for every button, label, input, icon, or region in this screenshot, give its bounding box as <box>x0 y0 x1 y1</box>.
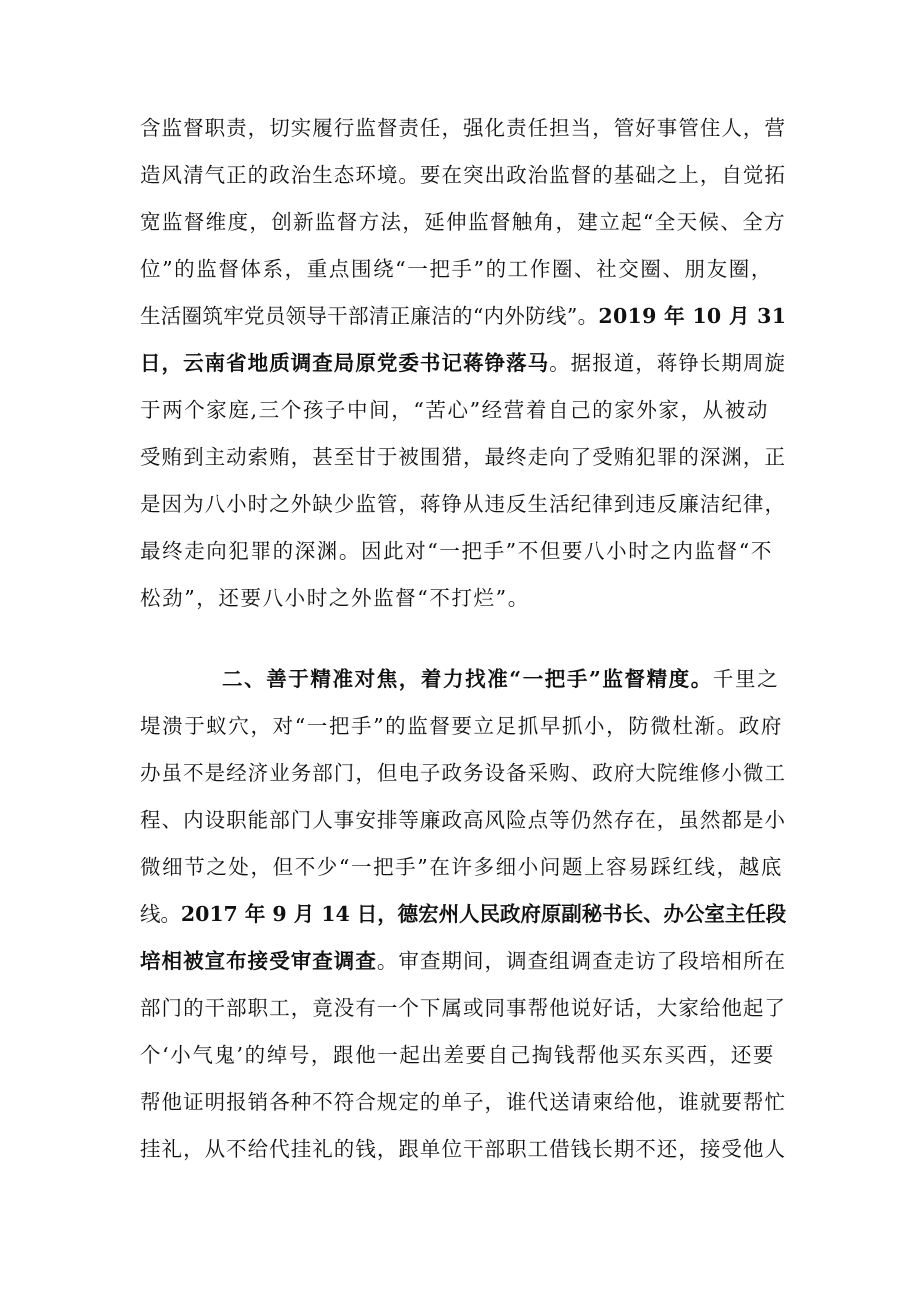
bold-text: 二、善于精准对焦，着力找准“一把手”监督精度。 <box>222 667 713 691</box>
body-text: 微细节之处，但不少“一把手”在许多细小问题上容易踩红线，越底 <box>140 855 783 879</box>
text-line <box>222 661 786 697</box>
body-text: 受贿到主动索贿，甚至甘于被围猎，最终走向了受贿犯罪的深渊，正 <box>140 445 786 469</box>
body-text: 个‘小气鬼’的绰号，跟他一起出差要自己掏钱帮他买东买西，还要 <box>140 1043 776 1067</box>
text-line <box>140 943 786 979</box>
text-line <box>140 486 786 522</box>
body-text: 是因为八小时之外缺少监管，蒋铮从违反生活纪律到违反廉洁纪律， <box>140 492 786 516</box>
body-text: 千里之 <box>712 667 780 691</box>
text-line <box>140 345 786 381</box>
body-text: 位”的监督体系，重点围绕“一把手”的工作圈、社交圈、朋友圈， <box>140 257 773 281</box>
body-text: 生活圈筑牢党员领导干部清正廉洁的“内外防线”。 <box>140 304 599 328</box>
text-line <box>140 1037 786 1073</box>
text-line <box>140 990 786 1026</box>
body-text: 部门的干部职工，竟没有一个下属或同事帮他说好话，大家给他起了 <box>140 996 786 1020</box>
text-line <box>140 1131 786 1167</box>
text-line <box>140 533 786 569</box>
text-line <box>140 755 786 791</box>
text-line <box>140 849 786 885</box>
text-line <box>140 392 786 428</box>
body-text: 于两个家庭,三个孩子中间，“苦心”经营着自己的家外家，从被动 <box>140 398 769 422</box>
text-line <box>140 251 786 287</box>
bold-text: 2017 年 9 月 14 日，德宏州人民政府原副秘书长、办公室主任段 <box>180 902 786 926</box>
text-line <box>140 204 786 240</box>
body-text: 堤溃于蚁穴，对“一把手”的监督要立足抓早抓小，防微杜渐。政府 <box>140 714 783 738</box>
body-text: 线。 <box>140 902 181 926</box>
body-text: 。审查期间，调查组调查走访了段培相所在 <box>376 949 786 973</box>
body-text: 松劲”，还要八小时之外监督“不打烂”。 <box>140 586 530 610</box>
bold-text: 培相被宣布接受审查调查 <box>140 949 377 973</box>
bold-text: 2019 年 10 月 31 <box>598 304 786 328</box>
text-line <box>140 1084 786 1120</box>
body-text: 。据报道，蒋铮长期周旋 <box>549 351 786 375</box>
body-text: 含监督职责，切实履行监督责任，强化责任担当，管好事管住人，营 <box>140 116 786 140</box>
body-text: 办虽不是经济业务部门，但电子政务设备采购、政府大院维修小微工 <box>140 761 786 785</box>
text-line <box>140 708 786 744</box>
body-text: 程、内设职能部门人事安排等廉政高风险点等仍然存在，虽然都是小 <box>140 808 786 832</box>
body-text: 造风清气正的政治生态环境。要在突出政治监督的基础之上，自觉拓 <box>140 163 786 187</box>
text-line <box>140 802 786 838</box>
text-line <box>140 157 786 193</box>
body-text: 帮他证明报销各种不符合规定的单子，谁代送请柬给他，谁就要帮忙 <box>140 1090 786 1114</box>
text-line <box>140 110 786 146</box>
text-line <box>140 298 786 334</box>
text-line <box>140 439 786 475</box>
text-line <box>140 896 786 932</box>
text-line <box>140 580 786 616</box>
bold-text: 日，云南省地质调查局原党委书记蒋铮落马 <box>140 351 550 375</box>
body-text: 宽监督维度，创新监督方法，延伸监督触角，建立起“全天候、全方 <box>140 210 786 234</box>
body-text: 挂礼，从不给代挂礼的钱，跟单位干部职工借钱长期不还，接受他人 <box>140 1137 786 1161</box>
body-text: 最终走向犯罪的深渊。因此对“一把手”不但要八小时之内监督“不 <box>140 539 773 563</box>
